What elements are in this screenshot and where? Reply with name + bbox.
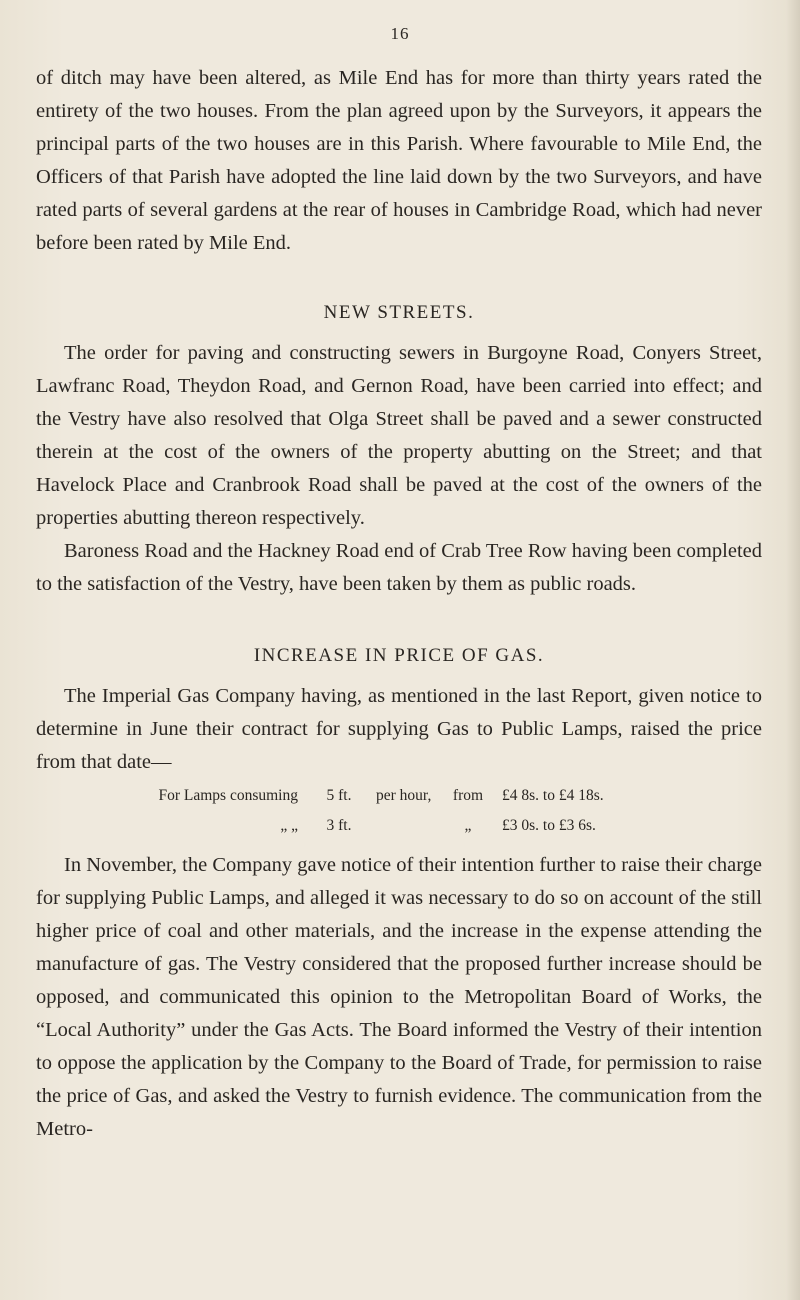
price-unit: [372, 811, 438, 841]
paragraph-november-notice: In November, the Company gave notice of their intention further to raise their charge for supplying Public Lamps, and alleged it was necessary to do so on account of the still higher price of coal and other materials, and the increase in the expense attending the manufacture of gas. The Vestry considered that the proposed further increase should be opposed, and communicated this opinion to the Metropolitan Board of Works, the “Local Authority” under the Gas Acts. The Board informed the Vestry of their intention to oppose the application by the Company to the Board of Trade, for permission to raise the price of Gas, and asked the Vestry to furnish evidence. The communication from the Metro-: [36, 854, 762, 1140]
heading-gas-price: INCREASE IN PRICE OF GAS.: [253, 645, 545, 666]
price-from: from: [452, 787, 484, 804]
price-row-3ft: [36, 811, 762, 841]
paragraph-baroness-road: Baroness Road and the Hackney Road end of Crab Tree Row having been completed to the satisfaction of the Vestry, have been taken by them as public roads.: [36, 540, 762, 595]
price-size: 5 ft.: [326, 787, 352, 804]
price-row-5ft: [36, 781, 762, 811]
paragraph-ditch: of ditch may have been altered, as Mile End has for more than thirty years rated the entirety of the two houses. From the plan agreed upon by the Surveyors, it appears the principal parts of the two houses are in this Parish. Where favourable to Mile End, the Officers of that Parish have adopted the line laid down by the two Surveyors, and have rated parts of several gardens at the rear of houses in Cambridge Road, which had never before been rated by Mile End.: [36, 67, 762, 254]
price-from: „: [464, 817, 472, 834]
price-size: 3 ft.: [326, 817, 352, 834]
price-label: For Lamps consuming: [158, 787, 298, 804]
price-range: £4 8s. to £4 18s.: [502, 787, 604, 804]
paragraph-paving-order: The order for paving and constructing sewers in Burgoyne Road, Conyers Street, Lawfranc Road, Theydon Road, and Gernon Road, have been carried into effect; and the Vestry have also resolved that Olga Street shall be paved and a sewer constructed therein at the cost of the owners of the property abutting on the Street; and that Havelock Place and Cranbrook Road shall be paved at the cost of the owners of the properties abutting thereon respectively.: [36, 342, 762, 529]
price-label: „ „: [280, 817, 298, 834]
gas-price-table: [36, 781, 762, 841]
price-range: £3 0s. to £3 6s.: [502, 817, 596, 834]
price-unit: per hour,: [376, 787, 432, 804]
heading-new-streets: NEW STREETS.: [323, 302, 475, 323]
page-body: [36, 62, 762, 1146]
paragraph-imperial-gas: The Imperial Gas Company having, as mentioned in the last Report, given notice to determine in June their contract for supplying Gas to Public Lamps, raised the price from that date—: [36, 685, 762, 773]
page-edge-shadow: [786, 0, 800, 1300]
page-number: 16: [390, 24, 410, 43]
